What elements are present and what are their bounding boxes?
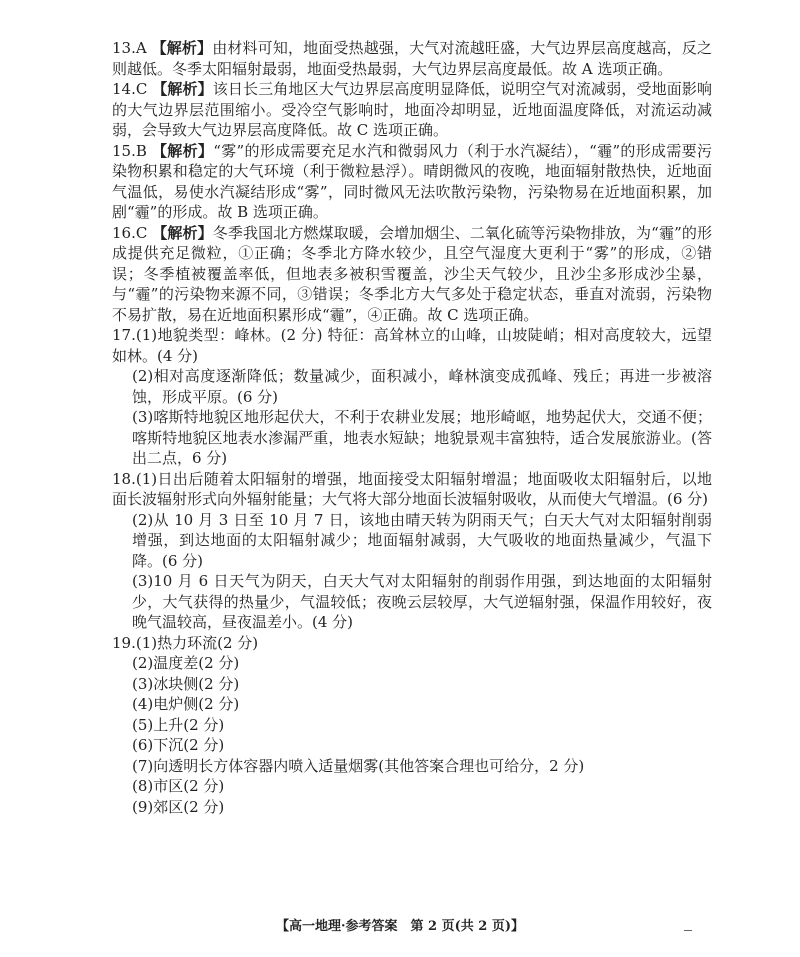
part-text: (1)热力环流(2 分) — [135, 633, 259, 652]
answer-13 — [112, 38, 712, 79]
answer-19-part-2: (2)温度差(2 分) — [132, 654, 240, 672]
answer-19-part-8: (8)市区(2 分) — [132, 777, 225, 795]
answer-18-part-1 — [112, 469, 712, 510]
answer-14 — [112, 79, 712, 141]
question-number: 15.B — [112, 141, 147, 160]
answer-19 — [112, 633, 712, 818]
question-number: 16.C — [112, 223, 148, 242]
answer-18-part-3: (3)10 月 6 日天气为阴天，白天大气对太阳辐射的削弱作用强，到达地面的太阳辐射少，大气获得的热量少，气温较低；夜晚云层较厚，大气逆辐射强，保温作用较好，夜晚气温较高，昼夜温差小。(4 分) — [132, 572, 712, 631]
analysis-tag: 【解析】 — [152, 80, 213, 98]
analysis-tag: 【解析】 — [152, 223, 213, 242]
question-number: 18. — [112, 469, 136, 488]
answer-19-part-6: (6)下沉(2 分) — [132, 736, 225, 754]
answer-19-part-5: (5)上升(2 分) — [132, 715, 225, 734]
answer-19-part-7: (7)向透明长方体容器内喷入适量烟雾(其他答案合理也可给分，2 分) — [132, 756, 585, 775]
analysis-text: 由材料可知，地面受热越强，大气对流越旺盛，大气边界层高度越高，反之则越低。冬季太阳辐射最弱，地面受热最弱，大气边界层高度最低。故 A 选项正确。 — [112, 39, 712, 78]
answer-17 — [112, 325, 712, 469]
question-number: 17. — [112, 326, 136, 344]
answer-19-part-1 — [112, 633, 712, 654]
answer-19-part-9: (9)郊区(2 分) — [132, 797, 225, 816]
analysis-text: 冬季我国北方燃煤取暖，会增加烟尘、二氧化硫等污染物排放，为“霾”的形成提供充足微粒，①正确；冬季北方降水较少，且空气湿度大更利于“雾”的形成，②错误；冬季植被覆盖率低，但地表多被积雪覆盖，沙尘天气较少，且沙尘多形成沙尘暴，与“霾”的污染物来源不同，③错误；冬季北方大气多处于稳定状态，垂直对流弱，污染物不易扩散，易在近地面积累形成“霾”，④正确。故 C 选项正确。 — [112, 223, 712, 324]
analysis-text: “雾”的形成需要充足水汽和微弱风力（利于水汽凝结），“霾”的形成需要污染物积累和稳定的大气环境（利于微粒悬浮）。晴朗微风的夜晚，地面辐射散热快，近地面气温低，易使水汽凝结形成“雾”，同时微风无法吹散污染物，污染物易在近地面积累，加剧“霾”的形成。故 B 选项正确。 — [112, 141, 712, 221]
question-number: 13.A — [112, 39, 147, 57]
answer-17-part-3: (3)喀斯特地貌区地形起伏大，不利于农耕业发展；地形崎岖，地势起伏大，交通不便；喀斯特地貌区地表水渗漏严重，地表水短缺；地貌景观丰富独特，适合发展旅游业。(答出二点，6 分) — [132, 408, 712, 467]
answer-17-part-2: (2)相对高度逐渐降低；数量减少，面积减小，峰林演变成孤峰、残丘；再进一步被溶蚀，形成平原。(6 分) — [132, 367, 712, 406]
page-footer: 【高一地理·参考答案 第 2 页(共 2 页)】 — [275, 919, 525, 934]
answer-18 — [112, 469, 712, 633]
answer-19-part-4: (4)电炉侧(2 分) — [132, 695, 240, 713]
answer-18-part-2: (2)从 10 月 3 日至 10 月 7 日，该地由晴天转为阴雨天气；白天大气对太阳辐射削弱增强，到达地面的太阳辐射减少；地面辐射减弱，大气吸收的地面热量减少，气温下降。(6 分) — [132, 510, 712, 570]
answer-15 — [112, 141, 712, 223]
answer-17-part-1 — [112, 325, 712, 366]
analysis-text: 该日长三角地区大气边界层高度明显降低，说明空气对流减弱，受地面影响的大气边界层范围缩小。受冷空气影响时，地面冷却明显，近地面温度降低，对流运动减弱，会导致大气边界层高度降低。故 C 选项正确。 — [112, 80, 712, 139]
analysis-tag: 【解析】 — [151, 39, 213, 57]
answer-16 — [112, 223, 712, 326]
question-number: 19. — [112, 633, 136, 652]
question-number: 14.C — [112, 80, 148, 98]
part-text: (1)地貌类型：峰林。(2 分) 特征：高耸林立的山峰，山坡陡峭；相对高度较大，远望如林。(4 分) — [112, 326, 712, 365]
answer-19-part-3: (3)冰块侧(2 分) — [132, 674, 240, 693]
part-text: (1)日出后随着太阳辐射的增强，地面接受太阳辐射增温；地面吸收太阳辐射后，以地面长波辐射形式向外辐射能量；大气将大部分地面长波辐射吸收，从而使大气增温。(6 分) — [112, 469, 712, 508]
analysis-tag: 【解析】 — [151, 141, 214, 160]
corner-mark — [684, 930, 692, 931]
answer-list — [112, 38, 712, 817]
